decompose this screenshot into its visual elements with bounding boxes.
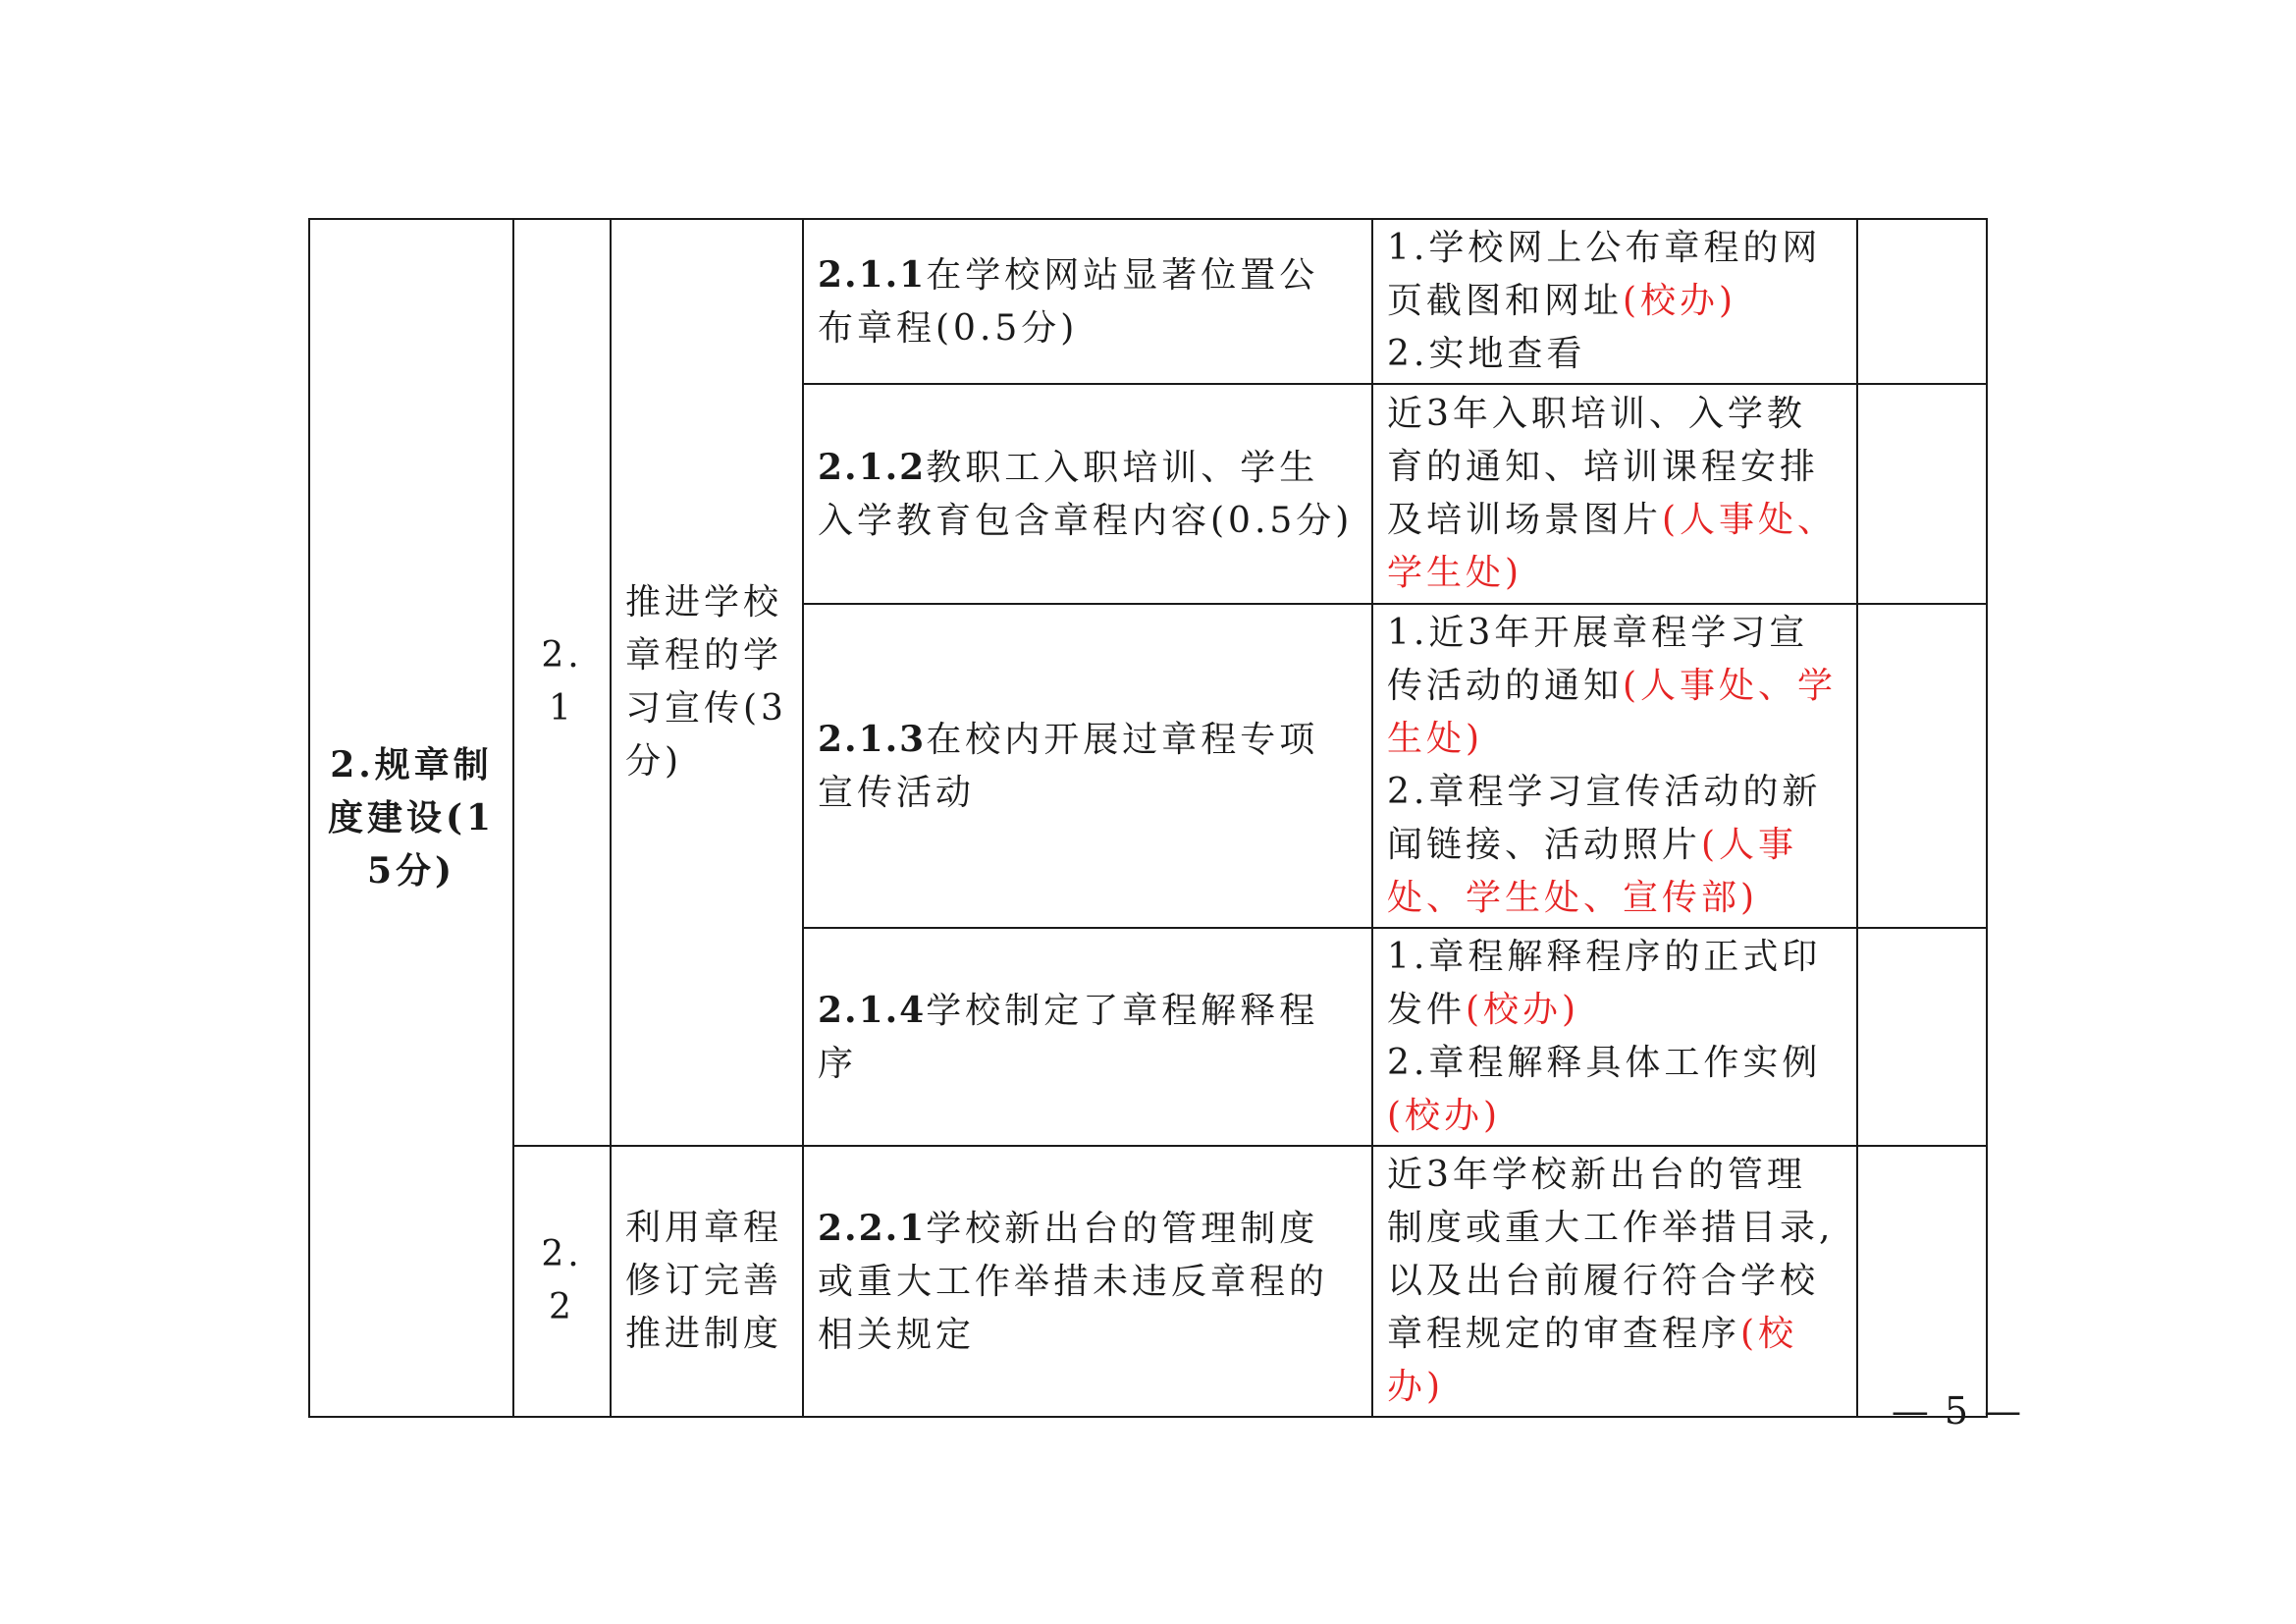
evidence-line: 1.近3年开展章程学习宣传活动的通知(人事处、学生处) [1387, 613, 1838, 759]
evidence-line: 1.学校网上公布章程的网页截图和网址(校办) [1387, 228, 1822, 321]
evidence-line: 近3年学校新出台的管理制度或重大工作举措目录,以及出台前履行符合学校章程规定的审查程序(校办) [1387, 1155, 1835, 1407]
department-label: (人事处、学生处、宣传部) [1387, 825, 1798, 918]
criterion-text: 学校制定了章程解释程序 [818, 990, 1319, 1084]
criterion-cell [803, 1146, 1372, 1417]
evidence-cell [1372, 219, 1857, 384]
evidence-line: 2.章程解释具体工作实例(校办) [1387, 1043, 1822, 1136]
criterion-cell [803, 604, 1372, 928]
page-number: — 5 — [1891, 1389, 2024, 1433]
criterion-text: 在校内开展过章程专项宣传活动 [818, 719, 1319, 813]
criterion-code: 2.1.2 [818, 446, 927, 488]
score-cell [1857, 1146, 1987, 1417]
evidence-line: 2.实地查看 [1387, 334, 1586, 374]
department-label: (人事处、学生处) [1387, 500, 1838, 593]
criterion-text: 教职工入职培训、学生入学教育包含章程内容(0.5分) [818, 447, 1354, 541]
criterion-code: 2.1.1 [818, 253, 927, 296]
criterion-cell [803, 219, 1372, 384]
evaluation-table [308, 218, 1988, 1418]
evidence-cell [1372, 604, 1857, 928]
criterion-code: 2.2.1 [818, 1207, 927, 1249]
table-row [309, 1146, 1987, 1417]
evidence-line: 2.章程学习宣传活动的新闻链接、活动照片(人事处、学生处、宣传部) [1387, 772, 1822, 918]
score-cell [1857, 928, 1987, 1146]
criterion-cell [803, 928, 1372, 1146]
section-number: 2.2 [513, 1146, 611, 1417]
evidence-line: 1.章程解释程序的正式印发件(校办) [1387, 937, 1822, 1030]
department-label: (校办) [1387, 1314, 1798, 1407]
department-label: (校办) [1387, 1096, 1502, 1136]
evidence-cell [1372, 1146, 1857, 1417]
department-label: (校办) [1466, 990, 1580, 1030]
evidence-line: 近3年入职培训、入学教育的通知、培训课程安排及培训场景图片(人事处、学生处) [1387, 394, 1838, 593]
section-title: 推进学校章程的学习宣传(3分) [611, 219, 803, 1146]
section-number: 2.1 [513, 219, 611, 1146]
evidence-cell [1372, 384, 1857, 604]
criterion-cell [803, 384, 1372, 604]
evidence-cell [1372, 928, 1857, 1146]
category-cell: 2.规章制度建设(15分) [309, 219, 513, 1417]
criterion-text: 学校新出台的管理制度或重大工作举措未违反章程的相关规定 [818, 1208, 1329, 1355]
department-label: (人事处、学生处) [1387, 666, 1838, 759]
criterion-code: 2.1.3 [818, 718, 927, 760]
table-row [309, 219, 1987, 384]
section-title: 利用章程修订完善推进制度 [611, 1146, 803, 1417]
criterion-text: 在学校网站显著位置公布章程(0.5分) [818, 254, 1319, 349]
score-cell [1857, 384, 1987, 604]
score-cell [1857, 604, 1987, 928]
score-cell [1857, 219, 1987, 384]
department-label: (校办) [1623, 281, 1737, 321]
criterion-code: 2.1.4 [818, 989, 927, 1031]
